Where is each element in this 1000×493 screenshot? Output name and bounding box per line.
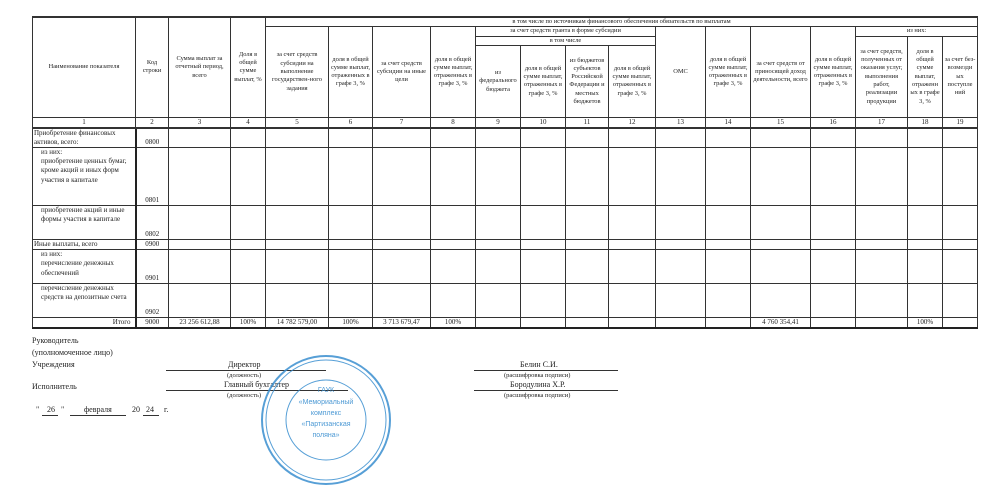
cell-col7 (373, 206, 431, 240)
header-col18: доля в общей сумме выплат, отраженн ых в графе 3, % (908, 36, 943, 117)
head-position-caption: (должность) (227, 372, 262, 379)
cell-col11 (566, 250, 609, 284)
total-col19 (943, 318, 978, 329)
header-group-grant: за счет средств гранта в форме субсидии (476, 27, 656, 36)
total-col16 (811, 318, 856, 329)
cell-col3 (169, 240, 231, 250)
head-label-2: (уполномоченное лицо) (32, 348, 113, 357)
cell-col18 (908, 284, 943, 318)
header-share: Доля в общей сумме выплат, % (231, 17, 266, 117)
cell-col9 (476, 240, 521, 250)
head-name: Белин С.И. (520, 360, 558, 369)
cell-col16 (811, 206, 856, 240)
cell-col10 (521, 240, 566, 250)
organization-stamp (226, 352, 396, 488)
total-col18: 100% (908, 318, 943, 329)
cell-col4 (231, 128, 266, 148)
cell-col5 (266, 148, 329, 206)
total-share: 100% (231, 318, 266, 329)
date-month: февраля (84, 405, 112, 414)
cell-col5 (266, 284, 329, 318)
cell-col3 (169, 206, 231, 240)
cell-col17 (856, 284, 908, 318)
cell-col10 (521, 250, 566, 284)
executor-position-caption: (должность) (227, 392, 262, 399)
cell-col4 (231, 206, 266, 240)
cell-col17 (856, 240, 908, 250)
date-quote-close: " (61, 405, 65, 414)
row-code: 0900 (136, 240, 169, 250)
cell-col11 (566, 206, 609, 240)
head-label-3: Учреждения (32, 360, 75, 369)
header-name: Наименование показателя (33, 17, 136, 117)
head-label-1: Руководитель (32, 336, 79, 345)
cell-col18 (908, 240, 943, 250)
cell-col9 (476, 128, 521, 148)
cell-col18 (908, 148, 943, 206)
row-code: 0801 (136, 148, 169, 206)
row-label: перечисление денежных средств на депозитные счета (33, 284, 136, 318)
cell-col5 (266, 240, 329, 250)
table-row (33, 148, 978, 206)
cell-col7 (373, 240, 431, 250)
header-col9: из федерального бюджета (476, 45, 521, 117)
date-suffix: г. (164, 405, 169, 414)
cell-col8 (431, 128, 476, 148)
date-year: 24 (146, 405, 154, 414)
total-code: 9000 (136, 318, 169, 329)
cell-col6 (329, 284, 373, 318)
date-day: 26 (47, 405, 55, 414)
cell-col14 (706, 240, 751, 250)
col-number: 16 (811, 117, 856, 128)
header-col14: доля в общей сумме выплат, отраженных в графе 3, % (706, 27, 751, 118)
cell-col5 (266, 206, 329, 240)
total-col12 (609, 318, 656, 329)
cell-col8 (431, 250, 476, 284)
cell-col11 (566, 128, 609, 148)
financial-table (32, 16, 978, 329)
cell-col16 (811, 148, 856, 206)
total-sum: 23 256 612,88 (169, 318, 231, 329)
cell-col6 (329, 240, 373, 250)
col-number: 4 (231, 117, 266, 128)
cell-col9 (476, 206, 521, 240)
header-group-sources: в том числе по источникам финансового обеспечения обязательств по выплатам (266, 17, 978, 27)
cell-col4 (231, 250, 266, 284)
cell-col10 (521, 148, 566, 206)
table-row (33, 206, 978, 240)
cell-col6 (329, 128, 373, 148)
cell-col8 (431, 284, 476, 318)
cell-col19 (943, 206, 978, 240)
row-code: 0800 (136, 128, 169, 148)
row-label: Иные выплаты, всего (33, 240, 136, 250)
cell-col3 (169, 250, 231, 284)
cell-col7 (373, 284, 431, 318)
header-col15: за счет средств от приносящей доход деятельности, всего (751, 27, 811, 118)
total-col8: 100% (431, 318, 476, 329)
cell-col4 (231, 240, 266, 250)
cell-col15 (751, 206, 811, 240)
cell-col3 (169, 148, 231, 206)
cell-col19 (943, 128, 978, 148)
header-group-iz-nih: из них: (856, 27, 978, 36)
col-number: 18 (908, 117, 943, 128)
cell-col15 (751, 250, 811, 284)
cell-col11 (566, 284, 609, 318)
col-number: 10 (521, 117, 566, 128)
cell-col8 (431, 240, 476, 250)
cell-col15 (751, 240, 811, 250)
cell-col13 (656, 148, 706, 206)
executor-position: Главный бухгалтер (224, 380, 289, 389)
row-label: из них: приобретение ценных бумаг, кроме акций и иных форм участия в капитале (33, 148, 136, 206)
total-col7: 3 713 679,47 (373, 318, 431, 329)
stamp-line-4: «Партизанская (301, 421, 351, 428)
col-number: 17 (856, 117, 908, 128)
cell-col10 (521, 284, 566, 318)
row-code: 0802 (136, 206, 169, 240)
header-code: Код строки (136, 17, 169, 117)
cell-col10 (521, 128, 566, 148)
cell-col3 (169, 284, 231, 318)
header-col11: из бюджетов субъектов Российской Федерации и местных бюджетов (566, 45, 609, 117)
cell-col4 (231, 284, 266, 318)
cell-col18 (908, 250, 943, 284)
col-number: 3 (169, 117, 231, 128)
total-col9 (476, 318, 521, 329)
cell-col18 (908, 128, 943, 148)
table-row (33, 250, 978, 284)
stamp-line-1: ГАУК (317, 387, 335, 394)
header-col12: доля в общей сумме выплат, отраженных в графе 3, % (609, 45, 656, 117)
header-col10: доля в общей сумме выплат, отраженных в графе 3, % (521, 45, 566, 117)
cell-col19 (943, 284, 978, 318)
column-numbers-row (33, 117, 978, 128)
col-number: 6 (329, 117, 373, 128)
header-col7: за счет средств субсидии на иные цели (373, 27, 431, 118)
cell-col6 (329, 148, 373, 206)
header-group-incl: в том числе (476, 36, 656, 45)
cell-col6 (329, 206, 373, 240)
row-code: 0901 (136, 250, 169, 284)
cell-col12 (609, 250, 656, 284)
cell-col14 (706, 206, 751, 240)
cell-col13 (656, 240, 706, 250)
col-number: 8 (431, 117, 476, 128)
total-col11 (566, 318, 609, 329)
cell-col19 (943, 250, 978, 284)
executor-name-caption: (расшифровка подписи) (504, 392, 571, 399)
date-quote-open: " (36, 405, 40, 414)
row-code: 0902 (136, 284, 169, 318)
header-col6: доля в общей сумме выплат, отраженных в графе 3, % (329, 27, 373, 118)
stamp-line-5: поляна» (312, 432, 340, 439)
header-sum: Сумма выплат за отчетный период, всего (169, 17, 231, 117)
cell-col16 (811, 128, 856, 148)
cell-col13 (656, 206, 706, 240)
row-label: Приобретение финансовых активов, всего: (33, 128, 136, 148)
date-year-prefix: 20 (132, 405, 140, 414)
cell-col16 (811, 284, 856, 318)
row-label: приобретение акций и иные формы участия в капитале (33, 206, 136, 240)
col-number: 1 (33, 117, 136, 128)
cell-col5 (266, 128, 329, 148)
total-col10 (521, 318, 566, 329)
cell-col9 (476, 148, 521, 206)
cell-col8 (431, 148, 476, 206)
header-col16: доля в общей сумме выплат, отраженных в графе 3, % (811, 27, 856, 118)
cell-col17 (856, 128, 908, 148)
header-col8: доля в общей сумме выплат, отраженных в графе 3, % (431, 27, 476, 118)
cell-col3 (169, 128, 231, 148)
cell-col13 (656, 284, 706, 318)
col-number: 14 (706, 117, 751, 128)
col-number: 2 (136, 117, 169, 128)
cell-col12 (609, 284, 656, 318)
cell-col16 (811, 240, 856, 250)
cell-col14 (706, 128, 751, 148)
executor-label: Исполнитель (32, 382, 77, 391)
cell-col14 (706, 148, 751, 206)
cell-col13 (656, 128, 706, 148)
cell-col12 (609, 128, 656, 148)
cell-col17 (856, 250, 908, 284)
cell-col14 (706, 284, 751, 318)
total-row (33, 318, 978, 329)
total-col17 (856, 318, 908, 329)
col-number: 15 (751, 117, 811, 128)
col-number: 9 (476, 117, 521, 128)
col-number: 7 (373, 117, 431, 128)
cell-col16 (811, 250, 856, 284)
cell-col12 (609, 206, 656, 240)
cell-col10 (521, 206, 566, 240)
col-number: 13 (656, 117, 706, 128)
cell-col12 (609, 148, 656, 206)
cell-col4 (231, 148, 266, 206)
cell-col9 (476, 250, 521, 284)
cell-col11 (566, 148, 609, 206)
cell-col7 (373, 250, 431, 284)
total-label: Итого (33, 318, 136, 329)
total-col14 (706, 318, 751, 329)
total-col15: 4 760 354,41 (751, 318, 811, 329)
cell-col17 (856, 206, 908, 240)
stamp-line-2: «Мемориальный (298, 399, 354, 406)
cell-col17 (856, 148, 908, 206)
head-name-caption: (расшифровка подписи) (504, 372, 571, 379)
header-col19: за счет без-возмезди ых поступле ний (943, 36, 978, 117)
col-number: 11 (566, 117, 609, 128)
table-row (33, 284, 978, 318)
executor-name: Бородулина Х.Р. (510, 380, 566, 389)
cell-col7 (373, 148, 431, 206)
cell-col15 (751, 284, 811, 318)
cell-col12 (609, 240, 656, 250)
total-col13 (656, 318, 706, 329)
cell-col19 (943, 240, 978, 250)
cell-col14 (706, 250, 751, 284)
table-row (33, 240, 978, 250)
total-col5: 14 782 579,00 (266, 318, 329, 329)
total-col6: 100% (329, 318, 373, 329)
cell-col15 (751, 128, 811, 148)
head-position: Директор (228, 360, 261, 369)
cell-col15 (751, 148, 811, 206)
header-col5: за счет средств субсидии на выполнение государствен-ного задания (266, 27, 329, 118)
cell-col11 (566, 240, 609, 250)
cell-col13 (656, 250, 706, 284)
col-number: 5 (266, 117, 329, 128)
cell-col19 (943, 148, 978, 206)
col-number: 19 (943, 117, 978, 128)
cell-col5 (266, 250, 329, 284)
stamp-line-3: комплекс (310, 410, 342, 417)
table-row (33, 128, 978, 148)
header-col17: за счет средств, полученных от оказания услуг, выполнения работ, реализации продукции (856, 36, 908, 117)
cell-col6 (329, 250, 373, 284)
cell-col7 (373, 128, 431, 148)
cell-col8 (431, 206, 476, 240)
cell-col18 (908, 206, 943, 240)
row-label: из них: перечисление денежных обеспечений (33, 250, 136, 284)
col-number: 12 (609, 117, 656, 128)
cell-col9 (476, 284, 521, 318)
header-col13: ОМС (656, 27, 706, 118)
